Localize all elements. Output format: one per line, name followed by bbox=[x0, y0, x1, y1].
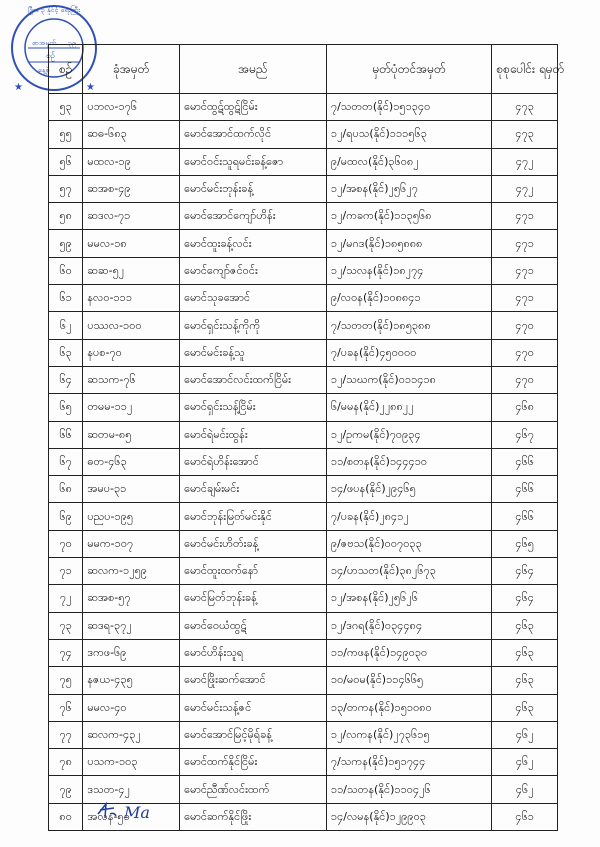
table-body bbox=[49, 94, 558, 831]
row-seat-number: မမလ-၄၀ bbox=[83, 694, 180, 721]
row-nrc: ၁၁/စတန(နိုင်)၁၄၄၄၁၀ bbox=[326, 448, 492, 475]
svg-text:★: ★ bbox=[86, 82, 95, 93]
row-name: မောင်ကျော်ဇင်ဝင်း bbox=[180, 257, 327, 284]
row-nrc: ၁၂/အစန(နိုင်)၂၅၆၂၆ bbox=[326, 585, 492, 612]
table-row bbox=[49, 175, 558, 202]
row-seat-number: မမလ-၁၈ bbox=[83, 230, 180, 257]
table-row bbox=[49, 721, 558, 748]
row-seat-number: ဆလက-၁၂၅၉ bbox=[83, 558, 180, 585]
row-name: မောင်မြတ်ဘုန်းခန့် bbox=[180, 585, 327, 612]
table-row bbox=[49, 121, 558, 148]
row-no: ၇၄ bbox=[49, 639, 83, 666]
row-no: ၇၆ bbox=[49, 694, 83, 721]
table-row bbox=[49, 312, 558, 339]
row-nrc: ၇/သတတ(နိုင်)၁၈၅၃၈၈ bbox=[326, 312, 492, 339]
row-no: ၆၀ bbox=[49, 257, 83, 284]
row-seat-number: မထလ-၁၉ bbox=[83, 148, 180, 175]
row-seat-number: နလဝ-၁၁၁ bbox=[83, 285, 180, 312]
row-total-score: ၄၆၃ bbox=[492, 694, 558, 721]
row-name: မောင်မင်းဘုန်းခန့် bbox=[180, 175, 327, 202]
table-row bbox=[49, 639, 558, 666]
svg-text:စာအမှတ်: စာအမှတ် bbox=[32, 39, 57, 47]
table-row bbox=[49, 558, 558, 585]
svg-text:၃၉: ၃၉ bbox=[68, 39, 76, 47]
row-no: ၇၂ bbox=[49, 585, 83, 612]
row-total-score: ၄၆၄ bbox=[492, 585, 558, 612]
row-name: မောင်ရှင်းသန့်ကိုကို bbox=[180, 312, 327, 339]
row-total-score: ၄၇၀ bbox=[492, 312, 558, 339]
row-nrc: ၁၂/လကန(နိုင်)၂၇၃၆၁၅ bbox=[326, 721, 492, 748]
table-row bbox=[49, 285, 558, 312]
row-total-score: ၄၇၂ bbox=[492, 148, 558, 175]
row-total-score: ၄၆၅ bbox=[492, 530, 558, 557]
row-nrc: ၇/ပခန(နိုင်)၄၅၀၀၀၀ bbox=[326, 339, 492, 366]
row-total-score: ၄၇၀ bbox=[492, 339, 558, 366]
row-name: မောင်အောင်ကျော်ဟိန်း bbox=[180, 203, 327, 230]
header-name: အမည် bbox=[180, 45, 327, 94]
row-name: မောင်ရှင်းသန့်ငြိမ်း bbox=[180, 394, 327, 421]
row-name: မောင်ဝေယံထွဋ် bbox=[180, 612, 327, 639]
row-nrc: ၇/သကန(နိုင်)၁၅၁၇၄၄ bbox=[326, 749, 492, 776]
row-total-score: ၄၇၃ bbox=[492, 121, 558, 148]
row-seat-number: ဆဒလ-၇၁ bbox=[83, 203, 180, 230]
row-nrc: ၁၂/သဃက(နိုင်)၀၁၁၄၁၈ bbox=[326, 366, 492, 393]
table-row bbox=[49, 366, 558, 393]
row-no: ၇၀ bbox=[49, 530, 83, 557]
table-row bbox=[49, 257, 558, 284]
header-nrc: မှတ်ပုံတင်အမှတ် bbox=[326, 45, 492, 94]
row-no: ၇၅ bbox=[49, 667, 83, 694]
table-row bbox=[49, 148, 558, 175]
row-total-score: ၄၇၂ bbox=[492, 175, 558, 202]
row-no: ၅၇ bbox=[49, 175, 83, 202]
row-name: မောင်အောင်မြင့်မိုရ်ခန့် bbox=[180, 721, 327, 748]
row-name: မောင်မင်းဟိတ်းခန့် bbox=[180, 530, 327, 557]
row-name: မောင်ထူးခန့်လင်း bbox=[180, 230, 327, 257]
row-seat-number: နပစ-၇၀ bbox=[83, 339, 180, 366]
table-row bbox=[49, 667, 558, 694]
table-row bbox=[49, 448, 558, 475]
row-nrc: ၁၂/ဒဂရ(နိုင်)၀၃၄၄၈၄ bbox=[326, 612, 492, 639]
row-seat-number: ပဿလ-၁၀၀ bbox=[83, 312, 180, 339]
row-name: မောင်ဝင်းသူရမင်းခန့်ဇော bbox=[180, 148, 327, 175]
row-total-score: ၄၇၀ bbox=[492, 366, 558, 393]
table-row bbox=[49, 339, 558, 366]
signature: Ma bbox=[124, 803, 150, 822]
row-total-score: ၄၆၇ bbox=[492, 421, 558, 448]
row-seat-number: ဆဒရ-၃၇၂ bbox=[83, 612, 180, 639]
row-no: ၆၂ bbox=[49, 312, 83, 339]
row-nrc: ၆/မမန(နိုင်)၂၂၈၈၂၂ bbox=[326, 394, 492, 421]
row-no: ၇၈ bbox=[49, 749, 83, 776]
row-nrc: ၁၂/သလန(နိုင်)၁၈၂၇၄ bbox=[326, 257, 492, 284]
row-total-score: ၄၇၁ bbox=[492, 230, 558, 257]
row-total-score: ၄၇၃ bbox=[492, 94, 558, 121]
row-name: မောင်ဖြိုးဆက်အောင် bbox=[180, 667, 327, 694]
row-seat-number: ဆဓ-၆၈၃ bbox=[83, 121, 180, 148]
row-seat-number: ဆသက-၇၆ bbox=[83, 366, 180, 393]
header-no: စဉ် bbox=[49, 45, 83, 94]
row-name: မောင်ညီဏ်လင်းထက် bbox=[180, 776, 327, 803]
row-nrc: ၁၂/ကခက(နိုင်)၁၁၃၅၆၈ bbox=[326, 203, 492, 230]
row-nrc: ၁၂/ရပသ(နိုင်)၁၁၁၅၆၃ bbox=[326, 121, 492, 148]
row-total-score: ၄၇၁ bbox=[492, 285, 558, 312]
row-name: မောင်ရဲဟိန်းအောင် bbox=[180, 448, 327, 475]
row-no: ၅၆ bbox=[49, 148, 83, 175]
row-name: မောင်ချမ်းမင်း bbox=[180, 476, 327, 503]
row-seat-number: ပဘလ-၁၇၆ bbox=[83, 94, 180, 121]
row-nrc: ၁၄/ဟသတ(နိုင်)၃၈၂၆၇၃ bbox=[326, 558, 492, 585]
row-name: မောင်မင်းသန့်ဇင် bbox=[180, 694, 327, 721]
table-row bbox=[49, 503, 558, 530]
row-name: မောင်ဘုန်းမြတ်မင်းနိုင် bbox=[180, 503, 327, 530]
row-seat-number: ပသက-၁၀၃ bbox=[83, 749, 180, 776]
row-no: ၅၃ bbox=[49, 94, 83, 121]
row-total-score: ၄၆၂ bbox=[492, 776, 558, 803]
svg-text:နေ့စွဲ: နေ့စွဲ bbox=[38, 66, 50, 74]
row-no: ၆၆ bbox=[49, 421, 83, 448]
row-total-score: ၄၆၁ bbox=[492, 803, 558, 830]
row-seat-number: ဆအစ-၅၇ bbox=[83, 585, 180, 612]
row-no: ၇၃ bbox=[49, 612, 83, 639]
row-seat-number: ပညပ-၁၉၅ bbox=[83, 503, 180, 530]
row-seat-number: ဆဆ-၅၂ bbox=[83, 257, 180, 284]
table-row bbox=[49, 612, 558, 639]
table-row bbox=[49, 94, 558, 121]
row-name: မောင်ရဲမင်းထွန်း bbox=[180, 421, 327, 448]
table-row bbox=[49, 530, 558, 557]
row-seat-number: ဓတ-၄၆၃ bbox=[83, 448, 180, 475]
row-no: ၅၉ bbox=[49, 230, 83, 257]
table-row bbox=[49, 203, 558, 230]
row-total-score: ၄၆၈ bbox=[492, 394, 558, 421]
table-header-row bbox=[49, 45, 558, 94]
table-row bbox=[49, 694, 558, 721]
row-name: မောင်မင်းခန့်သူ bbox=[180, 339, 327, 366]
row-name: မောင်သုခအောင် bbox=[180, 285, 327, 312]
row-total-score: ၄၇၁ bbox=[492, 203, 558, 230]
row-no: ၆၅ bbox=[49, 394, 83, 421]
svg-text:★: ★ bbox=[14, 82, 23, 93]
table-row bbox=[49, 394, 558, 421]
row-seat-number: အလန-၅၁ bbox=[83, 803, 180, 830]
row-nrc: ၁၀/မဝမ(နိုင်)၁၁၄၆၆၅ bbox=[326, 667, 492, 694]
row-nrc: ၁၃/တကန(နိုင်)၁၅၁၀၈၀ bbox=[326, 694, 492, 721]
row-total-score: ၄၆၂ bbox=[492, 749, 558, 776]
row-seat-number: နဇယ-၄၃၅ bbox=[83, 667, 180, 694]
row-total-score: ၄၆၆ bbox=[492, 503, 558, 530]
row-total-score: ၄၆၂ bbox=[492, 721, 558, 748]
row-name: မောင်အောင်လင်းထက်ငြိမ်း bbox=[180, 366, 327, 393]
header-seat-number: ခုံအမှတ် bbox=[83, 45, 180, 94]
row-nrc: ၁၁/ကဖန(နိုင်)၁၄၉၀၃၀ bbox=[326, 639, 492, 666]
row-no: ၆၄ bbox=[49, 366, 83, 393]
results-table bbox=[48, 44, 565, 831]
row-no: ၇၁ bbox=[49, 558, 83, 585]
row-nrc: ၁၂/အစန(နိုင်)၂၅၆၂၇ bbox=[326, 175, 492, 202]
row-nrc: ၁၄/လမန(နိုင်)၁၂၉၉၀၃ bbox=[326, 803, 492, 830]
row-nrc: ၁၄/ဖပန(နိုင်)၂၉၄၆၅ bbox=[326, 476, 492, 503]
table-row bbox=[49, 476, 558, 503]
table-row bbox=[49, 585, 558, 612]
row-seat-number: ဒကဖ-၆၉ bbox=[83, 639, 180, 666]
row-seat-number: ဒသတ-၄၂ bbox=[83, 776, 180, 803]
row-name: မောင်အောင်ထက်လိုင် bbox=[180, 121, 327, 148]
row-total-score: ၄၆၆ bbox=[492, 476, 558, 503]
row-nrc: ၉/မထလ(နိုင်)၃၆၀၈၂ bbox=[326, 148, 492, 175]
row-nrc: ၁၂/ဥကမ(နိုင်)၇၀၉၃၄ bbox=[326, 421, 492, 448]
row-seat-number: တမမ-၁၁၂ bbox=[83, 394, 180, 421]
row-total-score: ၄၆၄ bbox=[492, 558, 558, 585]
row-total-score: ၄၆၃ bbox=[492, 667, 558, 694]
row-seat-number: ဆလက-၄၃၂ bbox=[83, 721, 180, 748]
row-no: ၇၉ bbox=[49, 776, 83, 803]
row-no: ၆၈ bbox=[49, 476, 83, 503]
row-name: မောင်ထက်နိုင်ငြိမ်း bbox=[180, 749, 327, 776]
table-row bbox=[49, 776, 558, 803]
row-seat-number: ဆတမ-၈၅ bbox=[83, 421, 180, 448]
row-no: ၅၅ bbox=[49, 121, 83, 148]
row-no: ၆၃ bbox=[49, 339, 83, 366]
row-name: မောင်ဆက်နိုင်ဖြိုး bbox=[180, 803, 327, 830]
row-no: ၆၁ bbox=[49, 285, 83, 312]
row-name: မောင်ထွဋ်ထွဋ်ငြိမ်း bbox=[180, 94, 327, 121]
row-nrc: ၉/လဝန(နိုင်)၁၀၈၈၄၁ bbox=[326, 285, 492, 312]
row-nrc: ၁၂/မဂဒ(နိုင်)၁၈၅၈၈၈ bbox=[326, 230, 492, 257]
row-no: ၆၇ bbox=[49, 448, 83, 475]
row-no: ၈၀ bbox=[49, 803, 83, 830]
row-nrc: ၇/ပခန(နိုင်)၂၈၄၁၂ bbox=[326, 503, 492, 530]
header-total-score: စုစုပေါင်း ရမှတ် bbox=[492, 45, 558, 94]
row-no: ၆၉ bbox=[49, 503, 83, 530]
row-no: ၇၇ bbox=[49, 721, 83, 748]
row-seat-number: မမက-၁၀၇ bbox=[83, 530, 180, 557]
row-nrc: ၉/ဇဗသ(နိုင်)၀၀၇၀၃၃ bbox=[326, 530, 492, 557]
table-row bbox=[49, 421, 558, 448]
row-nrc: ၇/သတတ(နိုင်)၁၅၁၃၄၀ bbox=[326, 94, 492, 121]
row-total-score: ၄၇၁ bbox=[492, 257, 558, 284]
row-name: မောင်ဟိန်းသူရ bbox=[180, 639, 327, 666]
row-name: မောင်ထူးထက်နော် bbox=[180, 558, 327, 585]
row-seat-number: အမပ-၃၁ bbox=[83, 476, 180, 503]
svg-text:စဉ်: စဉ် bbox=[46, 51, 55, 60]
svg-text:ဒြီးမ ၃ နိုင်ငံ့ ရေးကြီး: ဒြီးမ ၃ နိုင်ငံ့ ရေးကြီး bbox=[28, 6, 80, 14]
table-row bbox=[49, 749, 558, 776]
row-total-score: ၄၆၃ bbox=[492, 639, 558, 666]
table-row bbox=[49, 230, 558, 257]
signature-mark bbox=[96, 800, 120, 822]
row-nrc: ၁၁/သတန(နိုင်)၁၁၀၄၂၆ bbox=[326, 776, 492, 803]
row-seat-number: ဆအစ-၄၉ bbox=[83, 175, 180, 202]
row-no: ၅၈ bbox=[49, 203, 83, 230]
row-total-score: ၄၆၆ bbox=[492, 448, 558, 475]
row-total-score: ၄၆၃ bbox=[492, 612, 558, 639]
